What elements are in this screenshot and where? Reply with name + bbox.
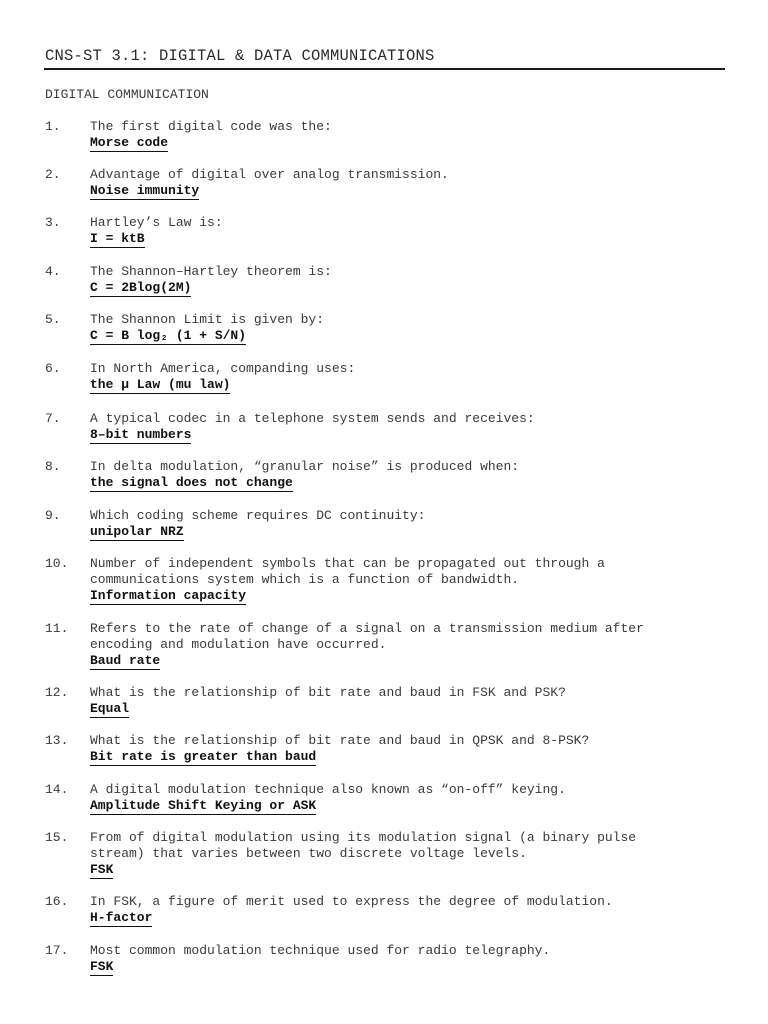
answer-text: Information capacity (90, 588, 247, 604)
question-text: The Shannon–Hartley theorem is: (90, 264, 332, 279)
question-text: What is the relationship of bit rate and baud in FSK and PSK? (90, 685, 566, 700)
answer-text: H-factor (90, 910, 153, 926)
question-text: In FSK, a figure of merit used to express the degree of modulation. (90, 894, 613, 909)
question-number: 4. (45, 264, 61, 279)
answer-text: C = 2Blog(2M) (90, 280, 192, 296)
question-number: 9. (45, 508, 61, 523)
answer-text: 8–bit numbers (90, 427, 192, 443)
question-number: 16. (45, 894, 69, 909)
answer-text: unipolar NRZ (90, 524, 184, 540)
answer-text: FSK (90, 862, 114, 878)
question-text: In delta modulation, “granular noise” is produced when: (90, 459, 520, 474)
question-number: 3. (45, 215, 61, 230)
question-number: 8. (45, 459, 61, 474)
question-text: Hartley’s Law is: (90, 215, 223, 230)
answer-text: Bit rate is greater than baud (90, 749, 317, 765)
question-text: The first digital code was the: (90, 119, 332, 134)
question-number: 10. (45, 556, 69, 571)
answer-text: Morse code (90, 135, 169, 151)
question-text: Which coding scheme requires DC continuity: (90, 508, 426, 523)
question-text: Most common modulation technique used for radio telegraphy. (90, 943, 551, 958)
question-text: A typical codec in a telephone system sends and receives: (90, 411, 535, 426)
answer-text: Amplitude Shift Keying or ASK (90, 798, 317, 814)
answer-text: Noise immunity (90, 183, 200, 199)
answer-text: I = ktB (90, 231, 145, 247)
question-text: Number of independent symbols that can be propagated out through a communications system which is a function of bandwidth. (90, 556, 605, 588)
question-text: What is the relationship of bit rate and baud in QPSK and 8-PSK? (90, 733, 590, 748)
answer-text: Equal (90, 701, 130, 717)
question-text: In North America, companding uses: (90, 361, 356, 376)
question-text: A digital modulation technique also known as “on-off” keying. (90, 782, 566, 797)
answer-text: Baud rate (90, 653, 161, 669)
question-number: 2. (45, 167, 61, 182)
question-text: Refers to the rate of change of a signal on a transmission medium after encoding and modulation have occurred. (90, 621, 644, 653)
question-text: From of digital modulation using its modulation signal (a binary pulse stream) that varies between two discrete voltage levels. (90, 830, 637, 862)
question-number: 17. (45, 943, 69, 958)
question-number: 15. (45, 830, 69, 845)
answer-text: the signal does not change (90, 475, 293, 491)
question-number: 12. (45, 685, 69, 700)
question-number: 1. (45, 119, 61, 134)
answer-text: FSK (90, 959, 114, 975)
question-number: 7. (45, 411, 61, 426)
answer-text: C = B log₂ (1 + S/N) (90, 328, 247, 344)
question-text: The Shannon Limit is given by: (90, 312, 325, 327)
document-title: CNS-ST 3.1: DIGITAL & DATA COMMUNICATIONS (45, 47, 435, 65)
question-number: 14. (45, 782, 69, 797)
answer-text: the µ Law (mu law) (90, 377, 231, 393)
section-heading: DIGITAL COMMUNICATION (45, 87, 209, 102)
question-number: 6. (45, 361, 61, 376)
question-text: Advantage of digital over analog transmission. (90, 167, 449, 182)
question-number: 5. (45, 312, 61, 327)
question-number: 11. (45, 621, 69, 636)
question-number: 13. (45, 733, 69, 748)
